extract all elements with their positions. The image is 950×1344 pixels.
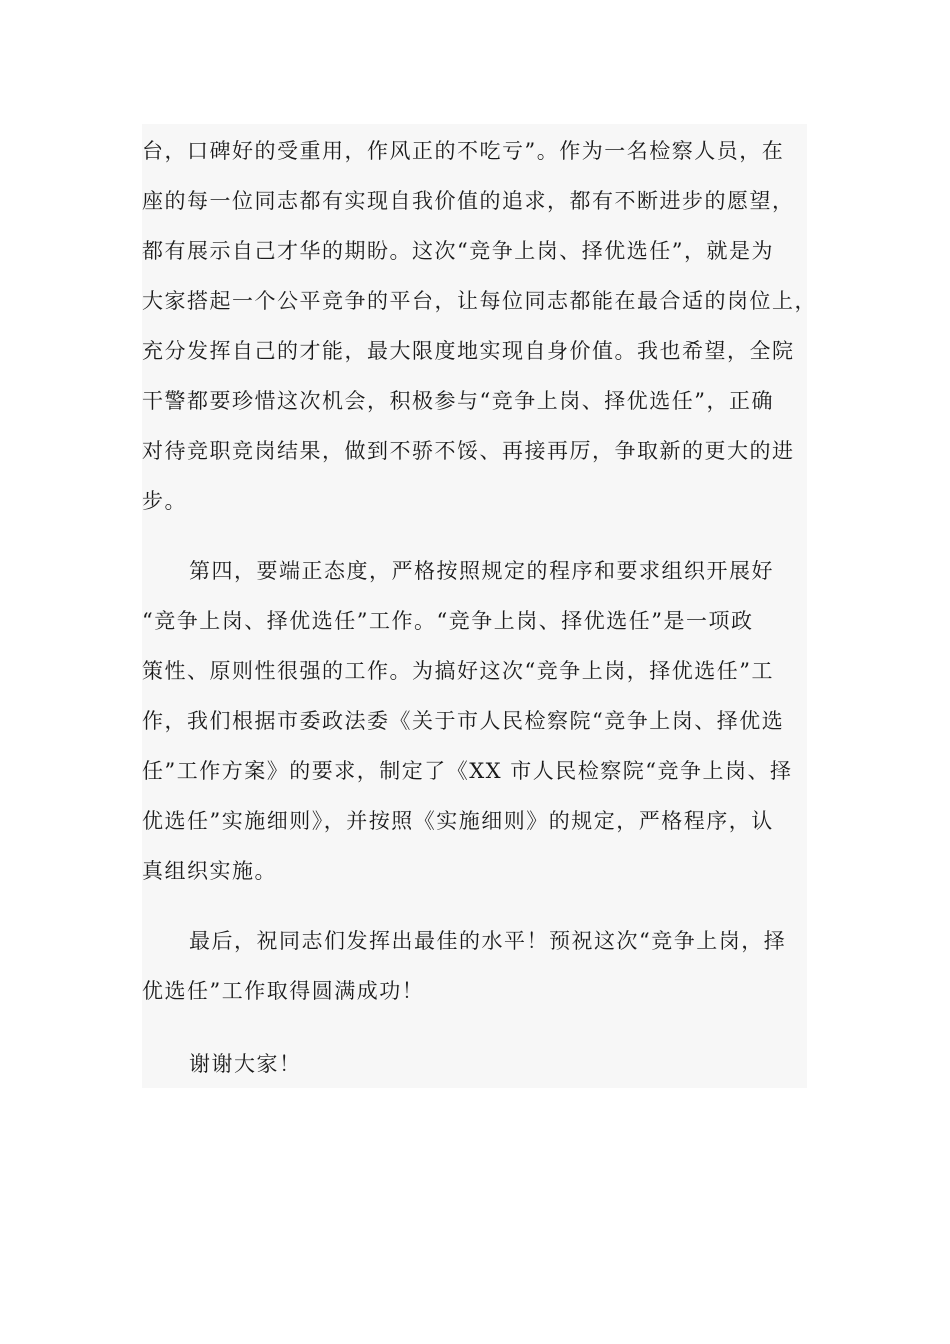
paragraph-2-line-1: 第四，要端正态度，严格按照规定的程序和要求组织开展好 (189, 559, 774, 583)
paragraph-1-line-8: 步。 (142, 489, 187, 513)
paragraph-1-line-2: 座的每一位同志都有实现自我价值的追求，都有不断进步的愿望， (142, 189, 795, 213)
paragraph-1-line-3: 都有展示自己才华的期盼。这次“竞争上岗、择优选任”，就是为 (142, 239, 774, 263)
paragraph-1-line-4: 大家搭起一个公平竞争的平台，让每位同志都能在最合适的岗位上， (142, 289, 817, 313)
paragraph-2-line-3: 策性、原则性很强的工作。为搞好这次“竞争上岗，择优选任”工 (142, 659, 774, 683)
paragraph-1-line-1: 台，口碑好的受重用，作风正的不吃亏”。作为一名检察人员，在 (142, 139, 785, 163)
paragraph-4-line-1: 谢谢大家！ (189, 1052, 302, 1076)
paragraph-3-line-2: 优选任”工作取得圆满成功！ (142, 979, 425, 1003)
paragraph-2-line-2: “竞争上岗、择优选任”工作。“竞争上岗、择优选任”是一项政 (142, 609, 754, 633)
paragraph-1-line-5: 充分发挥自己的才能，最大限度地实现自身价值。我也希望，全院 (142, 339, 795, 363)
paragraph-2-line-6: 优选任”实施细则》，并按照《实施细则》的规定，严格程序，认 (142, 809, 774, 833)
paragraph-1-line-7: 对待竞职竞岗结果，做到不骄不馁、再接再厉，争取新的更大的进 (142, 439, 795, 463)
paragraph-2-line-4: 作，我们根据市委政法委《关于市人民检察院“竞争上岗、择优选 (142, 709, 785, 733)
paragraph-2-line-5: 任”工作方案》的要求，制定了《XX 市人民检察院“竞争上岗、择 (142, 759, 793, 783)
paragraph-2-line-7: 真组织实施。 (142, 859, 277, 883)
paragraph-3-line-1: 最后，祝同志们发挥出最佳的水平！预祝这次“竞争上岗，择 (189, 929, 787, 953)
paragraph-1-line-6: 干警都要珍惜这次机会，积极参与“竞争上岗、择优选任”，正确 (142, 389, 774, 413)
document-text-block (142, 124, 817, 1088)
